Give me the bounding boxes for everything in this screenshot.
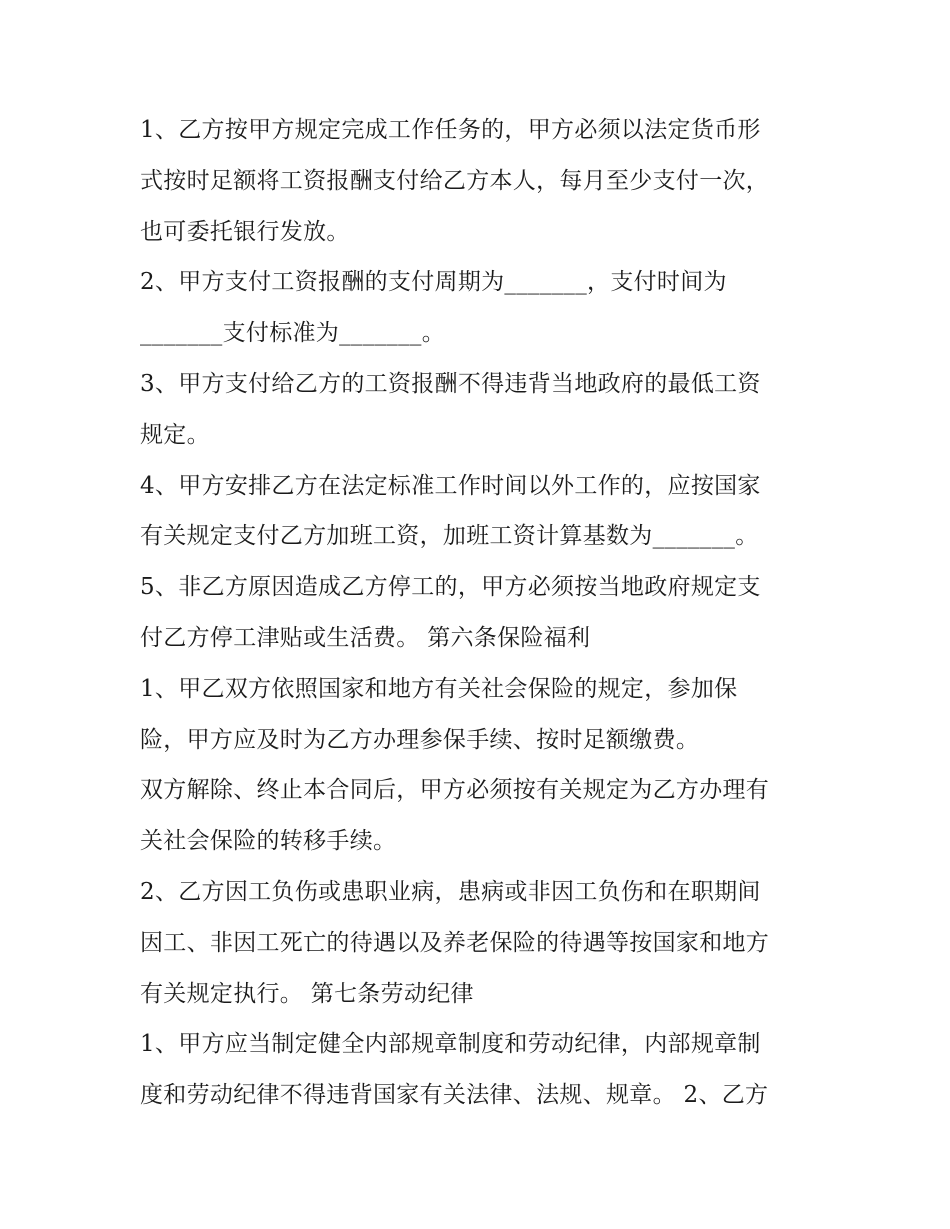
text-line: 规定。 [140,421,210,448]
text-line: 度和劳动纪律不得违背国家有关法律、法规、规章。 2、乙方 [140,1082,769,1109]
document-body [140,105,830,1121]
text-line: 2、甲方支付工资报酬的支付周期为_______，支付时间为 [140,269,727,296]
text-line: 付乙方停工津贴或生活费。 第六条保险福利 [140,624,591,651]
text-line: 双方解除、终止本合同后，甲方必须按有关规定为乙方办理有 [140,777,770,804]
text-line: 1、甲乙双方依照国家和地方有关社会保险的规定，参加保 [140,675,738,702]
text-line: 险，甲方应及时为乙方办理参保手续、按时足额缴费。 [140,726,700,753]
text-line: 3、甲方支付给乙方的工资报酬不得违背当地政府的最低工资 [140,370,761,397]
text-line: _______支付标准为_______。 [140,320,445,347]
text-line: 4、甲方安排乙方在法定标准工作时间以外工作的，应按国家 [140,472,761,499]
text-line: 也可委托银行发放。 [140,218,350,245]
text-line: 5、非乙方原因造成乙方停工的，甲方必须按当地政府规定支 [140,574,761,601]
text-line: 有关规定执行。 第七条劳动纪律 [140,980,474,1007]
text-line: 有关规定支付乙方加班工资，加班工资计算基数为_______。 [140,523,759,550]
text-line: 关社会保险的转移手续。 [140,828,397,855]
text-line: 式按时足额将工资报酬支付给乙方本人，每月至少支付一次， [140,167,770,194]
text-line: 2、乙方因工负伤或患职业病，患病或非因工负伤和在职期间 [140,878,761,905]
text-line: 因工、非因工死亡的待遇以及养老保险的待遇等按国家和地方 [140,929,770,956]
text-line: 1、乙方按甲方规定完成工作任务的，甲方必须以法定货币形 [140,117,761,143]
text-line: 1、甲方应当制定健全内部规章制度和劳动纪律，内部规章制 [140,1031,761,1058]
